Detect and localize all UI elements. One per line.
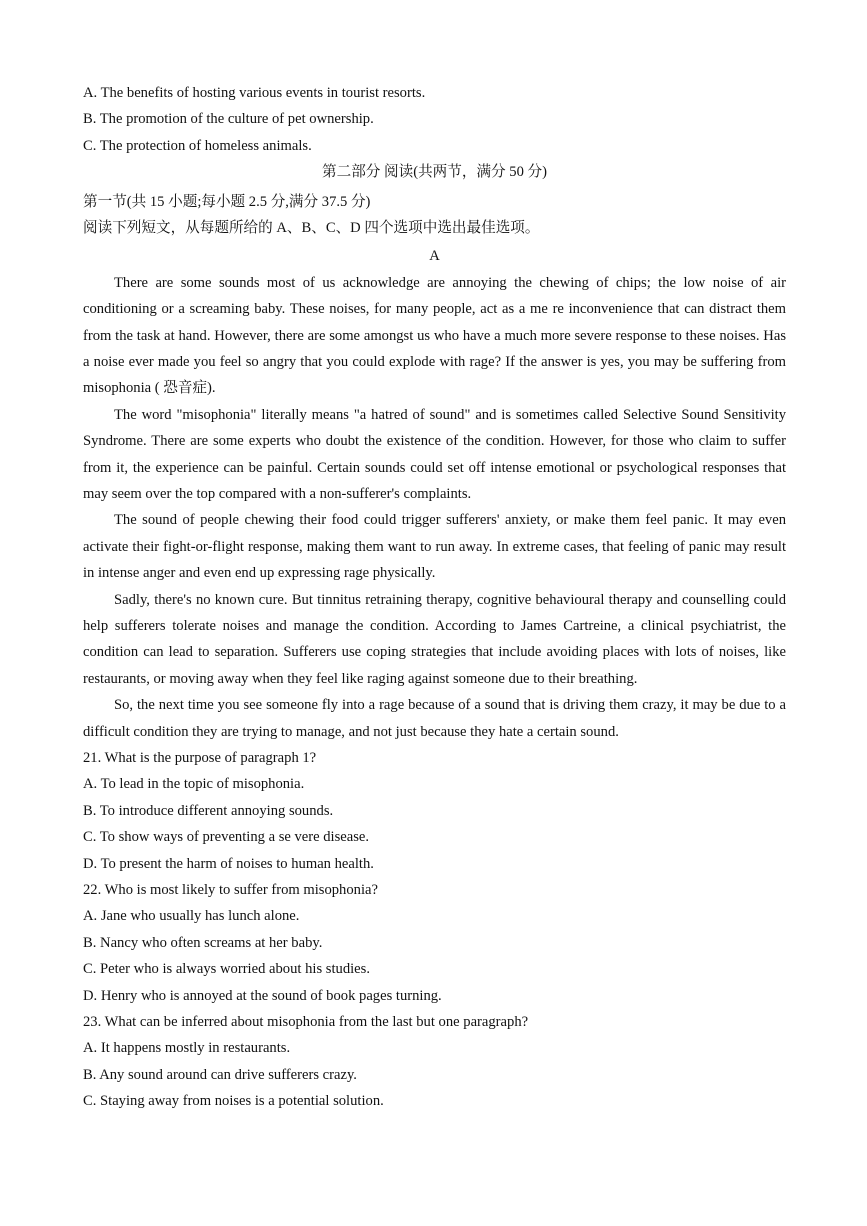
question-stem: 22. Who is most likely to suffer from misophonia? <box>83 882 378 898</box>
instruction: 阅读下列短文，从每题所给的 A、B、C、D 四个选项中选出最佳选项。 <box>83 219 540 236</box>
question-21 <box>83 745 786 877</box>
option-b: B. Nancy who often screams at her baby. <box>83 934 323 951</box>
page-content <box>83 80 786 1115</box>
option-c: C. Staying away from noises is a potential solution. <box>83 1093 384 1110</box>
prev-option-b: B. The promotion of the culture of pet ownership. <box>83 111 374 128</box>
question-stem: 23. What can be inferred about misophonia from the last but one paragraph? <box>83 1013 529 1030</box>
prev-option-c: C. The protection of homeless animals. <box>83 137 312 154</box>
option-a: A. Jane who usually has lunch alone. <box>83 908 300 925</box>
option-c: C. To show ways of preventing a se vere disease. <box>83 829 370 846</box>
question-stem: 21. What is the purpose of paragraph 1? <box>83 750 317 767</box>
option-a: A. It happens mostly in restaurants. <box>83 1040 291 1057</box>
option-b: B. Any sound around can drive sufferers crazy. <box>83 1066 357 1083</box>
question-23 <box>83 1009 786 1115</box>
option-c: C. Peter who is always worried about his studies. <box>83 961 370 978</box>
prev-option-a: A. The benefits of hosting various events in tourist resorts. <box>83 85 426 101</box>
option-d: D. Henry who is annoyed at the sound of book pages turning. <box>83 987 442 1004</box>
paragraph-4: Sadly, there's no known cure. But tinnitus retraining therapy, cognitive behavioural therapy and counselling could help sufferers tolerate noises and manage the condition. According to James Cartreine, a clinical psychiatrist, the condition can lead to separation. Sufferers use coping strategies that include avoiding places with lots of noises, like restaurants, or moving away when they feel like raging against someone due to their breathing. <box>83 591 786 687</box>
question-22 <box>83 877 786 1009</box>
section-title: 第一节(共 15 小题;每小题 2.5 分,满分 37.5 分) <box>83 193 371 210</box>
option-d: D. To present the harm of noises to human health. <box>83 855 374 872</box>
option-b: B. To introduce different annoying sounds. <box>83 802 334 819</box>
part-title: 第二部分 阅读(共两节，满分 50 分) <box>322 164 547 181</box>
passage-label: A <box>429 248 440 265</box>
paragraph-3: The sound of people chewing their food could trigger sufferers' anxiety, or make them feel panic. It may even activate their fight-or-flight response, making them want to run away. In extreme cases, that feeling of panic may result in intense anger and even end up expressing rage physically. <box>83 512 786 582</box>
option-a: A. To lead in the topic of misophonia. <box>83 776 305 793</box>
paragraph-2: The word "misophonia" literally means "a hatred of sound" and is sometimes called Selective Sound Sensitivity Syndrome. There are some experts who doubt the existence of the condition. However, for those who claim to suffer from it, the experience can be painful. Certain sounds could set off intense emotional or psychological responses that may seem over the top compared with a non-sufferer's complaints. <box>83 406 786 502</box>
paragraph-5: So, the next time you see someone fly into a rage because of a sound that is driving them crazy, it may be due to a difficult condition they are trying to manage, and not just because they hate a certain sound. <box>83 697 786 740</box>
passage <box>83 270 786 745</box>
paragraph-1: There are some sounds most of us acknowledge are annoying the chewing of chips; the low noise of air conditioning or a screaming baby. These noises, for many people, act as a me re inconvenience that can distract them from the task at hand. However, there are some amongst us who have a much more severe response to these noises. Has a noise ever made you feel so angry that you could explode with rage? If the answer is yes, you may be suffering from misophonia ( 恐音症). <box>83 274 786 397</box>
